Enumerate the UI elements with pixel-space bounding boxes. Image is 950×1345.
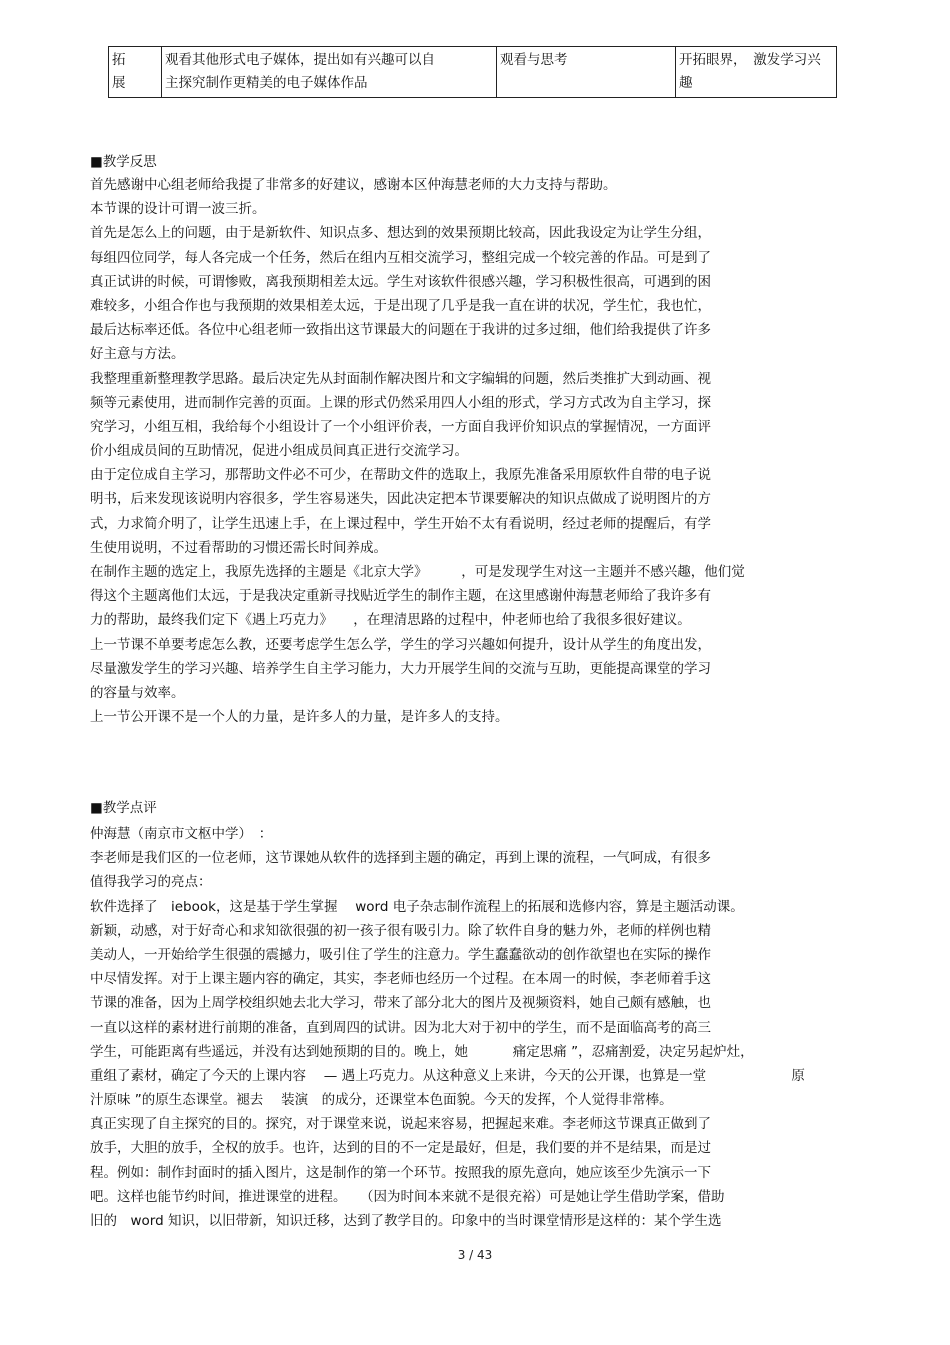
review-line: 新颖，动感，对于好奇心和求知欲很强的初一孩子很有吸引力。除了软件自身的魅力外，老师的样例也精 (90, 922, 711, 939)
review-line: 软件选择了 iebook，这是基于学生掌握 word 电子杂志制作流程上的拓展和选修内容，算是主题活动课。 (90, 898, 744, 915)
review-line: 吧。这样也能节约时间，推进课堂的进程。 （因为时间本来就不是很充裕）可是她让学生借助学案，借助 (90, 1188, 725, 1205)
reflection-line: 首先是怎么上的问题，由于是新软件、知识点多、想达到的效果预期比较高，因此我设定为让学生分组， (90, 225, 711, 242)
reflection-line: 式，力求简介明了，让学生迅速上手，在上课过程中，学生开始不太有看说明，经过老师的提醒后，有学 (90, 515, 711, 532)
reflection-line: 最后达标率还低。各位中心组老师一致指出这节课最大的问题在于我讲的过多过细，他们给我提供了许多 (90, 322, 711, 339)
review-body (90, 822, 805, 1233)
reflection-line: 好主意与方法。 (90, 346, 185, 363)
reflection-line: 频等元素使用，进而制作完善的页面。上课的形式仍然采用四人小组的形式，学习方式改为自主学习，探 (90, 394, 711, 411)
reflection-line: 明书，后来发现该说明内容很多，学生容易迷失，因此决定把本节课要解决的知识点做成了说明图片的方 (90, 491, 711, 508)
reflection-line: 在制作主题的选定上，我原先选择的主题是《北京大学》 ，可是发现学生对这一主题并不感兴趣，他们觉 (90, 564, 745, 580)
reflection-line: 上一节课不单要考虑怎么教，还要考虑学生怎么学，学生的学习兴趣如何提升，设计从学生的角度出发， (90, 636, 711, 653)
cell-line: 拓 (112, 52, 126, 68)
review-line: 中尽情发挥。对于上课主题内容的确定，其实，李老师也经历一个过程。在本周一的时候，李老师着手这 (90, 971, 711, 988)
reflection-line: 得这个主题离他们太远，于是我决定重新寻找贴近学生的制作主题，在这里感谢仲海慧老师给了我许多有 (90, 588, 711, 605)
review-line: 值得我学习的亮点： (90, 874, 212, 891)
review-line: 美动人，一开始给学生很强的震撼力，吸引住了学生的注意力。学生蠢蠢欲动的创作欲望也在实际的操作 (90, 946, 711, 963)
cell-line: 主探究制作更精美的电子媒体作品 (165, 75, 368, 91)
review-line: 旧的 word 知识，以旧带新，知识迁移，达到了教学目的。印象中的当时课堂情形是这样的：某个学生选 (90, 1213, 722, 1229)
table-row (109, 47, 837, 98)
reflection-line: 上一节公开课不是一个人的力量，是许多人的力量，是许多人的支持。 (90, 709, 509, 726)
review-heading: ■教学点评 (90, 800, 157, 816)
review-line: 程。例如：制作封面时的插入图片，这是制作的第一个环节。按照我的原先意向，她应该至少先演示一下 (90, 1164, 711, 1181)
cell-line: 展 (112, 75, 126, 91)
reflection-line: 的容量与效率。 (90, 684, 185, 701)
page-number: 3 / 43 (457, 1248, 493, 1262)
reflection-line: 生使用说明，不过看帮助的习惯还需长时间养成。 (90, 539, 387, 556)
review-line: 放手，大胆的放手，全权的放手。也许，达到的目的不一定是最好，但是，我们要的并不是结果，而是过 (90, 1140, 711, 1157)
cell-line: 趣 (679, 75, 693, 91)
reflection-line: 本节课的设计可谓一波三折。 (90, 201, 266, 218)
reflection-body (90, 173, 780, 729)
reflection-line: 难较多，小组合作也与我预期的效果相差太远，于是出现了几乎是我一直在讲的状况，学生忙，我也忙， (90, 297, 711, 314)
review-line: 节课的准备，因为上周学校组织她去北大学习，带来了部分北大的图片及视频资料，她自己颇有感触，也 (90, 995, 711, 1012)
table-cell-activity (162, 47, 497, 98)
review-line: 学生，可能距离有些遥远，并没有达到她预期的目的。晚上，她 痛定思痛 ”，忍痛割爱，决定另起炉灶， (90, 1043, 754, 1060)
activity-table (108, 46, 837, 98)
reflection-line: 我整理重新整理教学思路。最后决定先从封面制作解决图片和文字编辑的问题，然后类推扩大到动画、视 (90, 370, 711, 387)
cell-line: 观看与思考 (500, 52, 568, 68)
table-cell-stage (109, 47, 162, 98)
table-cell-purpose (676, 47, 837, 98)
reflection-line: 力的帮助，最终我们定下《遇上巧克力》 ，在理清思路的过程中，仲老师也给了我很多很好建议。 (90, 612, 691, 629)
review-line: 真正实现了自主探究的目的。探究，对于课堂来说，说起来容易，把握起来难。李老师这节课真正做到了 (90, 1116, 711, 1133)
reflection-line: 究学习，小组互相，我给每个小组设计了一个小组评价表，一方面自我评价知识点的掌握情况，一方面评 (90, 418, 711, 435)
reflection-line: 尽量激发学生的学习兴趣、培养学生自主学习能力，大力开展学生间的交流与互助，更能提高课堂的学习 (90, 660, 711, 677)
review-line: 重组了素材，确定了今天的上课内容 — 遇上巧克力。从这种意义上来讲，今天的公开课，也算是一堂 原 (90, 1067, 805, 1084)
table-cell-student (497, 47, 676, 98)
reflection-line: 首先感谢中心组老师给我提了非常多的好建议，感谢本区仲海慧老师的大力支持与帮助。 (90, 177, 617, 193)
review-line: 李老师是我们区的一位老师，这节课她从软件的选择到主题的确定，再到上课的流程，一气呵成，有很多 (90, 850, 711, 867)
reflection-line: 价小组成员间的互助情况，促进小组成员间真正进行交流学习。 (90, 443, 468, 460)
review-line: 一直以这样的素材进行前期的准备，直到周四的试讲。因为北大对于初中的学生，而不是面临高考的高三 (90, 1019, 711, 1036)
reflection-line: 每组四位同学，每人各完成一个任务，然后在组内互相交流学习，整组完成一个较完善的作品。可是到了 (90, 249, 711, 266)
cell-line: 开拓眼界， 激发学习兴 (679, 52, 821, 68)
reflection-line: 真正试讲的时候，可谓惨败，离我预期相差太远。学生对该软件很感兴趣，学习积极性很高，可遇到的困 (90, 273, 711, 290)
cell-line: 观看其他形式电子媒体，提出如有兴趣可以自 (165, 52, 435, 68)
reflection-heading: ■教学反思 (90, 154, 157, 170)
review-line: 汁原味 ”的原生态课堂。褪去 装演 的成分，还课堂本色面貌。今天的发挥，个人觉得非常棒。 (90, 1092, 673, 1109)
reflection-line: 由于定位成自主学习，那帮助文件必不可少，在帮助文件的选取上，我原先准备采用原软件自带的电子说 (90, 467, 711, 484)
review-line: 仲海慧（南京市文枢中学） ： (90, 826, 273, 842)
